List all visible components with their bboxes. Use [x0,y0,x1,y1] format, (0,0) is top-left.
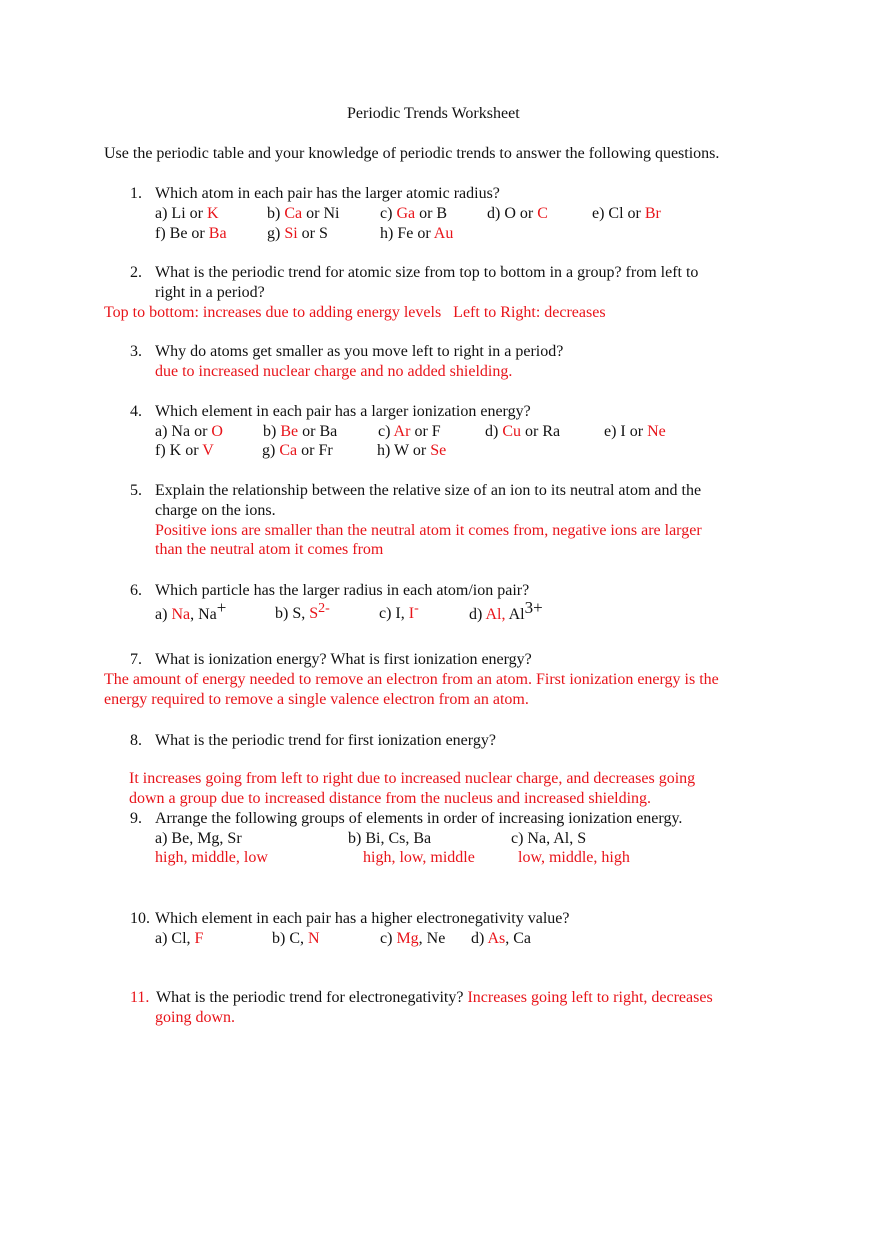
answer: Ca [284,205,303,222]
question-8-number: 8. [130,732,142,749]
answer: Ca [279,442,298,459]
answer: Ga [396,205,416,222]
answer: O [211,423,223,440]
q4-pair-c: c) Ar or F [378,423,441,440]
question-5-answer-line2: than the neutral atom it comes from [155,541,384,558]
answer: Br [644,205,661,222]
answer: Cu [502,423,521,440]
q10-pair-a: a) Cl, F [155,930,204,947]
question-2-line1: What is the periodic trend for atomic size from top to bottom in a group? from left to [155,264,699,281]
question-8-text: What is the periodic trend for first ionization energy? [155,732,496,749]
question-5-line1: Explain the relationship between the relative size of an ion to its neutral atom and the [155,482,702,499]
question-7-answer-line2: energy required to remove a single valence electron from an atom. [104,691,529,708]
q1-pair-b: b) Ca or Ni [267,205,340,222]
question-2-line2: right in a period? [155,284,265,301]
question-7-number: 7. [130,651,142,668]
instructions: Use the periodic table and your knowledge of periodic trends to answer the following questions. [104,145,720,162]
q6-pair-c: c) I, I- [379,601,419,622]
answer: N [308,930,320,947]
question-11-answer-line2: going down. [155,1009,235,1026]
q9-group-b: b) Bi, Cs, Ba [348,830,432,847]
q9-group-a: a) Be, Mg, Sr [155,830,242,847]
q6-pair-b: b) S, S2- [275,601,330,622]
answer: As [487,930,506,947]
q10-pair-d: d) As, Ca [471,930,532,947]
question-3-number: 3. [130,343,142,360]
question-1-text: Which atom in each pair has the larger atomic radius? [155,185,500,202]
q9-group-c: c) Na, Al, S [511,830,587,847]
q9-answer-b: high, low, middle [363,849,475,866]
question-8-answer-line1: It increases going from left to right due to increased nuclear charge, and decreases going [129,770,696,787]
question-9-text: Arrange the following groups of elements in order of increasing ionization energy. [155,810,683,827]
question-6-number: 6. [130,582,142,599]
question-10-text: Which element in each pair has a higher electronegativity value? [155,910,570,927]
question-11-line1: What is the periodic trend for electronegativity? Increases going left to right, decreases [156,989,713,1006]
q1-pair-g: g) Si or S [267,225,328,242]
q9-answer-a: high, middle, low [155,849,268,866]
q4-pair-b: b) Be or Ba [263,423,338,440]
question-5-answer-line1: Positive ions are smaller than the neutral atom it comes from, negative ions are larger [155,522,702,539]
answer: Ba [208,225,227,242]
q10-pair-c: c) Mg, Ne [380,930,446,947]
question-11-number: 11. [130,989,150,1006]
question-5-number: 5. [130,482,142,499]
answer: K [206,205,219,222]
question-4-number: 4. [130,403,142,420]
q1-pair-a: a) Li or K [155,205,219,222]
answer: F [194,930,204,947]
page-title: Periodic Trends Worksheet [347,105,520,122]
question-1-number: 1. [130,185,142,202]
answer: Au [433,225,454,242]
answer: Na [171,606,191,623]
q4-pair-a: a) Na or O [155,423,223,440]
answer: Al, [485,606,506,623]
q4-pair-h: h) W or Se [377,442,447,459]
q4-pair-d: d) Cu or Ra [485,423,561,440]
answer: Ar [393,423,411,440]
question-3-text: Why do atoms get smaller as you move left to right in a period? [155,343,564,360]
question-9-number: 9. [130,810,142,827]
q9-answer-c: low, middle, high [518,849,630,866]
question-3-answer: due to increased nuclear charge and no added shielding. [155,363,513,380]
answer: Be [280,423,299,440]
answer: Ne [647,423,666,440]
answer: S [309,605,319,622]
answer: Se [430,442,447,459]
answer: I [408,605,415,622]
q10-pair-b: b) C, N [272,930,320,947]
question-11-answer-line1: Increases going left to right, decreases [463,989,713,1006]
question-2-answer: Top to bottom: increases due to adding energy levels Left to Right: decreases [104,304,606,321]
q1-pair-c: c) Ga or B [380,205,448,222]
q4-pair-g: g) Ca or Fr [262,442,333,459]
question-4-text: Which element in each pair has a larger ionization energy? [155,403,531,420]
q1-pair-d: d) O or C [487,205,548,222]
question-2-number: 2. [130,264,142,281]
question-7-text: What is ionization energy? What is first ionization energy? [155,651,532,668]
answer: V [202,442,214,459]
answer: Si [284,225,298,242]
q1-pair-h: h) Fe or Au [380,225,454,242]
question-5-line2: charge on the ions. [155,502,276,519]
q4-pair-f: f) K or V [155,442,214,459]
q1-pair-e: e) Cl or Br [592,205,661,222]
question-10-number: 10. [130,910,150,927]
question-7-answer-line1: The amount of energy needed to remove an electron from an atom. First ionization energy is the [104,671,719,688]
q4-pair-e: e) I or Ne [604,423,666,440]
answer: C [537,205,548,222]
q6-pair-d: d) Al, Al3+ [469,598,543,623]
q6-pair-a: a) Na, Na+ [155,598,227,623]
question-8-answer-line2: down a group due to increased distance from the nucleus and increased shielding. [129,790,652,807]
question-6-text: Which particle has the larger radius in each atom/ion pair? [155,582,530,599]
answer: Mg [396,930,419,947]
q1-pair-f: f) Be or Ba [155,225,227,242]
